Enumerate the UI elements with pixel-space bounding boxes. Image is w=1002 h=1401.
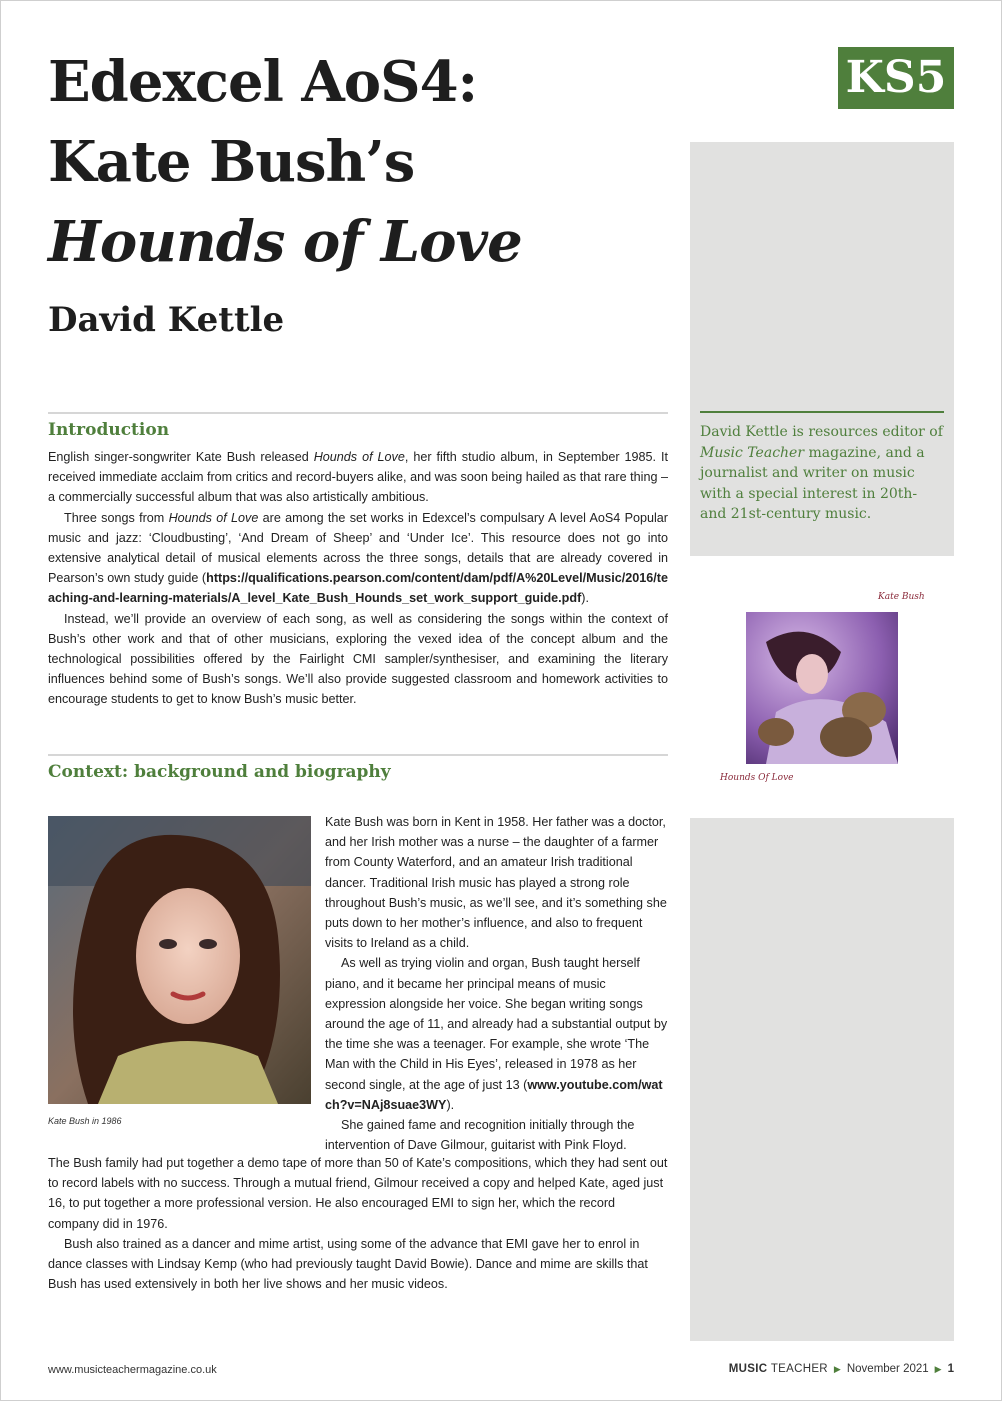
intro-p2-album: Hounds of Love — [168, 510, 259, 525]
author-bio-text-a: David Kettle is resources editor of — [700, 424, 943, 440]
title-line-3: Hounds of Love — [48, 209, 522, 275]
context-paragraph-3-start: She gained fame and recognition initially through the intervention of Dave Gilmour, guitarist with Pink Floyd. — [325, 1118, 635, 1153]
album-cover-image — [746, 612, 898, 764]
page-title — [48, 42, 522, 282]
album-title-label: Hounds Of Love — [720, 773, 794, 783]
album-artist-label: Kate Bush — [878, 592, 925, 602]
intro-paragraph-1 — [48, 447, 668, 508]
intro-p2-text-a: Three songs from — [64, 510, 169, 525]
context-paragraph-2 — [325, 953, 668, 1115]
intro-p2-text-c: ). — [581, 591, 589, 606]
youtube-link[interactable]: www.youtube.com/watch?v=NAj8suae3WY — [325, 1077, 663, 1112]
context-paragraph-3-cont: The Bush family had put together a demo tape of more than 50 of Kate’s compositions, which they had sent out to record labels with no success. Through a mutual friend, Gilmour received a copy and helped Kate, aged just 16, to put together a more professional version. He also encouraged EMI to sign her, which the record company did in 1976. — [48, 1156, 668, 1231]
context-p2-text-a: As well as trying violin and organ, Bush taught herself piano, and it became her principal means of music expression alongside her voice. She began writing songs around the age of 11, and already had a substantial output by the time she was a teenager. For example, she wrote ‘The Man with the Child in His Eyes’, released in 1978 as her second single, at the age of just 13 ( — [325, 956, 668, 1092]
context-p2-text-b: ). — [446, 1097, 455, 1112]
intro-paragraph-2 — [48, 508, 668, 609]
footer-brand-bold: MUSIC — [728, 1363, 768, 1375]
intro-divider — [48, 412, 668, 414]
intro-p1-text-b: , her fifth studio album, in September 1985. It received immediate acclaim from critics and record-buyers alike, and was soon being hailed as that rare thing – a commercially successful album that was also artistically ambitious. — [48, 450, 668, 505]
context-paragraph-1: Kate Bush was born in Kent in 1958. Her father was a doctor, and her Irish mother was a nurse – the daughter of a farmer from County Waterford, and an amateur Irish traditional dancer. Traditional Irish music has played a strong role throughout Bush’s music, as we’ll see, and it’s something she puts down to her mother’s influence, and also to frequent visits to Ireland as a child. — [325, 815, 667, 951]
context-body-full — [48, 1153, 668, 1294]
footer-issue-date: November 2021 — [846, 1363, 929, 1375]
kate-bush-photo — [48, 816, 311, 1104]
intro-body — [48, 447, 668, 710]
author-bio — [700, 422, 946, 525]
context-heading: Context: background and biography — [48, 762, 391, 782]
pearson-guide-link[interactable]: https://qualifications.pearson.com/content/dam/pdf/A%20Level/Music/2016/teaching-and-learning-materials/A_level_Kate_Bush_Hounds_set_work_support_guide.pdf — [48, 571, 668, 606]
photo-caption: Kate Bush in 1986 — [48, 1116, 122, 1126]
footer-arrow-icon-2: ▶ — [934, 1363, 942, 1374]
title-line-2: Kate Bush’s — [48, 129, 415, 195]
title-line-1: Edexcel AoS4: — [48, 49, 478, 115]
footer-issue-info — [729, 1363, 954, 1375]
intro-p2-text-b: are among the set works in Edexcel’s compulsary A level AoS4 Popular music and jazz: ‘Cloudbusting’, ‘And Dream of Sheep’ and ‘Under Ice’. This resource does not go into extensive analytical detail of musical elements across the three songs, details that are already covered in Pearson’s own study guide ( — [48, 510, 668, 586]
intro-p1-album: Hounds of Love — [313, 450, 405, 464]
intro-heading: Introduction — [48, 420, 170, 440]
sidebar-panel-bottom — [690, 818, 954, 1341]
footer-brand-light: TEACHER — [770, 1363, 828, 1375]
footer-arrow-icon: ▶ — [833, 1363, 841, 1374]
author-name: David Kettle — [48, 300, 285, 340]
footer-brand — [729, 1363, 828, 1375]
context-paragraph-4: Bush also trained as a dancer and mime artist, using some of the advance that EMI gave her to enrol in dance classes with Lindsay Kemp (who had previously taught David Bowie). Dance and mime are skills that Bush has used extensively in both her live shows and her music videos. — [48, 1236, 648, 1292]
footer-website-link[interactable]: www.musicteachermagazine.co.uk — [48, 1364, 217, 1376]
sidebar-divider — [700, 411, 944, 413]
author-bio-text-b: magazine, and a journalist and writer on music with a special interest in 20th- and 21st-century music. — [700, 444, 925, 522]
page-number: 1 — [947, 1363, 954, 1375]
context-divider — [48, 754, 668, 756]
author-bio-magazine: Music Teacher — [700, 444, 805, 461]
context-body-column — [325, 812, 668, 1155]
intro-paragraph-3: Instead, we’ll provide an overview of each song, as well as considering the songs within the context of Bush’s other work and that of other musicians, exploring the vexed idea of the concept album and the technological possibilities offered by the Fairlight CMI sampler/synthesiser, and examining the literary influences behind some of Bush’s songs. We’ll also provide suggested classroom and homework activities to encourage students to get to know Bush’s music better. — [48, 611, 668, 707]
level-badge: KS5 — [838, 47, 954, 109]
intro-p1-text-a: English singer-songwriter Kate Bush released — [48, 450, 314, 464]
